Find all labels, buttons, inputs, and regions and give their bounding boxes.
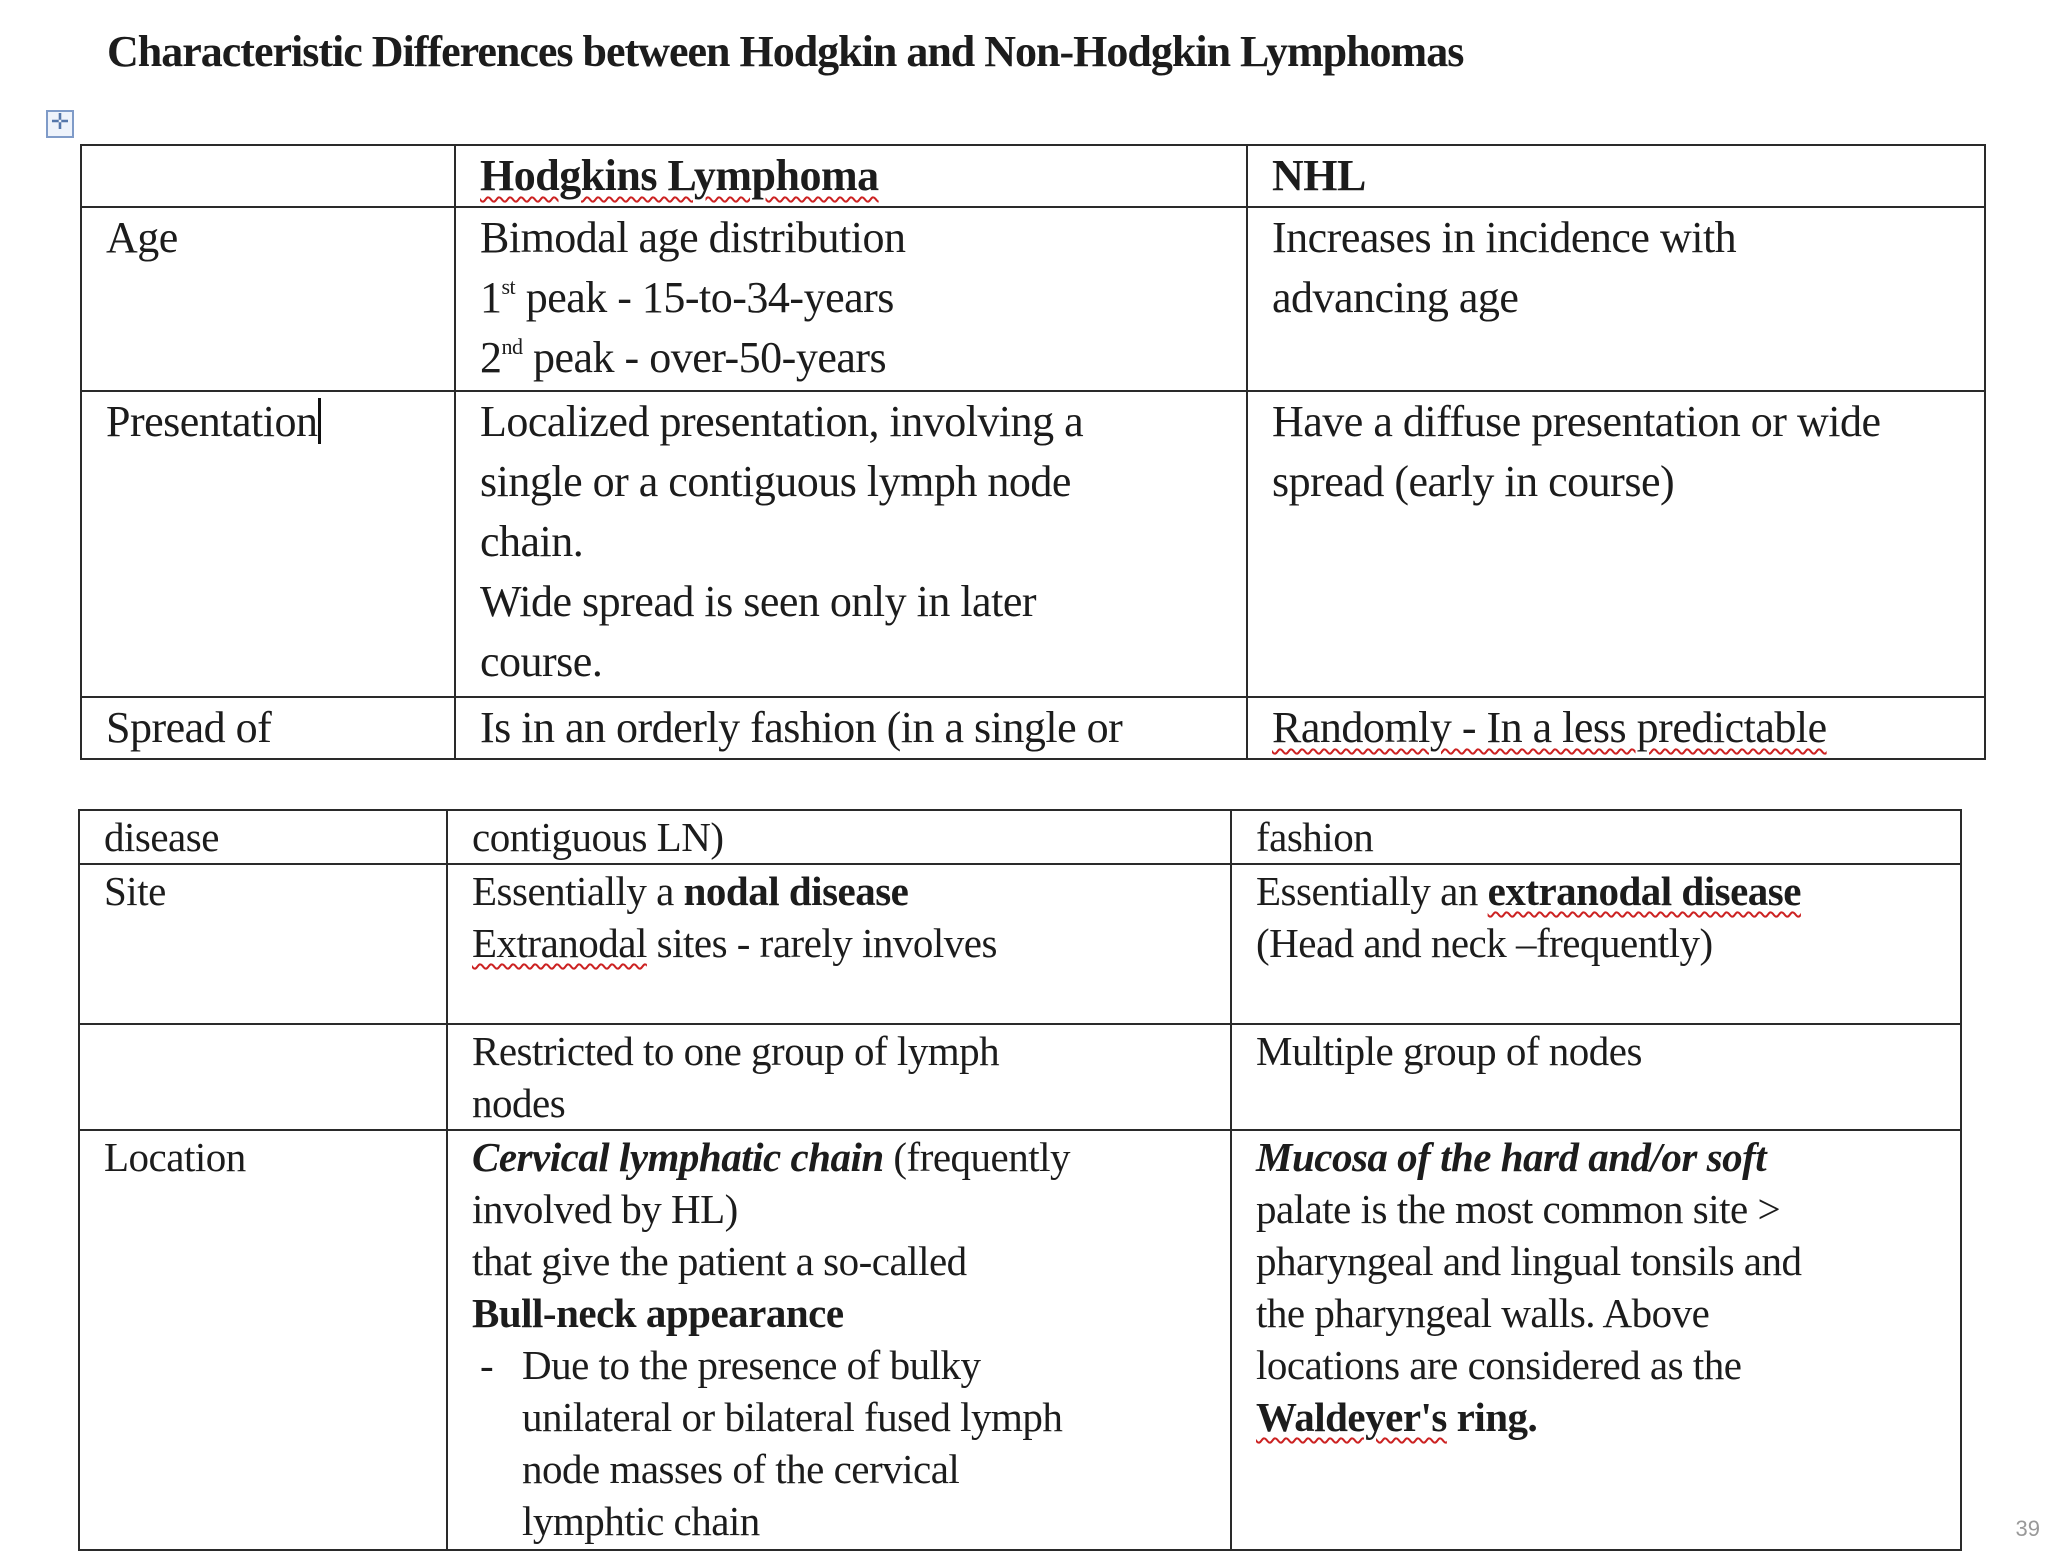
document-title: Characteristic Differences between Hodgkin and Non-Hodgkin Lymphomas: [107, 27, 1464, 76]
nhl-location-line: palate is the most common site >: [1256, 1186, 1781, 1232]
hl-location-line: involved by HL): [472, 1186, 738, 1232]
cell-hl-disease: contiguous LN): [447, 810, 1231, 864]
row-label-disease: disease: [79, 810, 447, 864]
cell-nhl-age: [1247, 207, 1985, 391]
hl-bullet-line: lymphtic chain: [522, 1498, 760, 1544]
hl-site-line2: Extranodal sites - rarely involves: [472, 920, 997, 966]
header-nhl-label: NHL: [1272, 151, 1366, 200]
hl-presentation-line: single or a contiguous lymph node: [480, 457, 1071, 506]
hl-site-line1: Essentially a nodal disease: [472, 868, 909, 914]
hl-groups-line: nodes: [472, 1080, 566, 1126]
hl-age-peak2: 2nd peak - over-50-years: [480, 333, 887, 382]
row-label-spread: Spread of: [81, 697, 455, 759]
hl-location-line: that give the patient a so-called: [472, 1238, 967, 1284]
cell-hl-age: [455, 207, 1247, 391]
nhl-location-line: pharyngeal and lingual tonsils and: [1256, 1238, 1802, 1284]
hl-presentation-line: chain.: [480, 517, 584, 566]
hl-bullet-line: unilateral or bilateral fused lymph: [522, 1394, 1063, 1440]
nhl-presentation-line: Have a diffuse presentation or wide: [1272, 397, 1881, 446]
row-label-location: Location: [79, 1130, 447, 1550]
header-cell-empty: [81, 145, 455, 207]
nhl-site-line1: Essentially an extranodal disease: [1256, 868, 1801, 914]
hl-bullet-line: Due to the presence of bulky: [522, 1342, 981, 1388]
hl-presentation-line: Wide spread is seen only in later: [480, 577, 1036, 626]
table-row-age: [81, 207, 1985, 391]
row-label-site: Site: [79, 864, 447, 1024]
row-label-age: Age: [81, 207, 455, 391]
header-cell-nhl: [1247, 145, 1985, 207]
row-label-groups: [79, 1024, 447, 1130]
hl-presentation-line: Localized presentation, involving a: [480, 397, 1084, 446]
nhl-spread-text: Randomly - In a less predictable: [1272, 703, 1827, 752]
hl-age-line: Bimodal age distribution: [480, 213, 906, 262]
header-hodgkins-label: Hodgkins Lymphoma: [480, 151, 879, 200]
nhl-location-waldeyer: Waldeyer's ring.: [1256, 1394, 1538, 1440]
hl-bullet-line: node masses of the cervical: [522, 1446, 960, 1492]
table-row-site: [79, 864, 1961, 1024]
hl-location-line1: Cervical lymphatic chain (frequently: [472, 1134, 1071, 1180]
nhl-site-line2: (Head and neck –frequently): [1256, 920, 1713, 966]
table-row-disease: [79, 810, 1961, 864]
comparison-table-part2: [78, 809, 1962, 1551]
nhl-location-line: the pharyngeal walls. Above: [1256, 1290, 1710, 1336]
table-row-location: [79, 1130, 1961, 1550]
cell-nhl-disease: fashion: [1231, 810, 1961, 864]
text-cursor: [318, 398, 321, 444]
hl-location-dash-item: [472, 1339, 1230, 1547]
cell-nhl-spread: [1247, 697, 1985, 759]
nhl-age-line: Increases in incidence with: [1272, 213, 1737, 262]
table-row-groups: [79, 1024, 1961, 1130]
cell-hl-presentation: [455, 391, 1247, 697]
cell-hl-location: [447, 1130, 1231, 1550]
nhl-age-line: advancing age: [1272, 273, 1519, 322]
table-move-handle-icon[interactable]: ✛: [46, 110, 74, 138]
row-label-presentation: Presentation: [81, 391, 455, 697]
table-row-header: [81, 145, 1985, 207]
table-row-presentation: [81, 391, 1985, 697]
dash-bullet-icon: -: [480, 1342, 494, 1388]
table-row-spread: [81, 697, 1985, 759]
nhl-presentation-line: spread (early in course): [1272, 457, 1675, 506]
hl-age-peak1: 1st peak - 15-to-34-years: [480, 273, 894, 322]
cell-nhl-location: [1231, 1130, 1961, 1550]
hl-groups-line: Restricted to one group of lymph: [472, 1028, 1000, 1074]
header-cell-hodgkins: [455, 145, 1247, 207]
cell-hl-site: [447, 864, 1231, 1024]
page-number: 39: [2015, 1516, 2040, 1541]
cell-hl-groups: [447, 1024, 1231, 1130]
cell-nhl-groups: Multiple group of nodes: [1231, 1024, 1961, 1130]
comparison-table-part1: [80, 144, 1986, 760]
cell-nhl-site: [1231, 864, 1961, 1024]
cell-hl-spread: Is in an orderly fashion (in a single or: [455, 697, 1247, 759]
nhl-location-line: locations are considered as the: [1256, 1342, 1742, 1388]
hl-presentation-line: course.: [480, 637, 603, 686]
cell-nhl-presentation: [1247, 391, 1985, 697]
hl-location-bull-neck: Bull-neck appearance: [472, 1290, 844, 1336]
nhl-location-line1: Mucosa of the hard and/or soft: [1256, 1134, 1767, 1180]
